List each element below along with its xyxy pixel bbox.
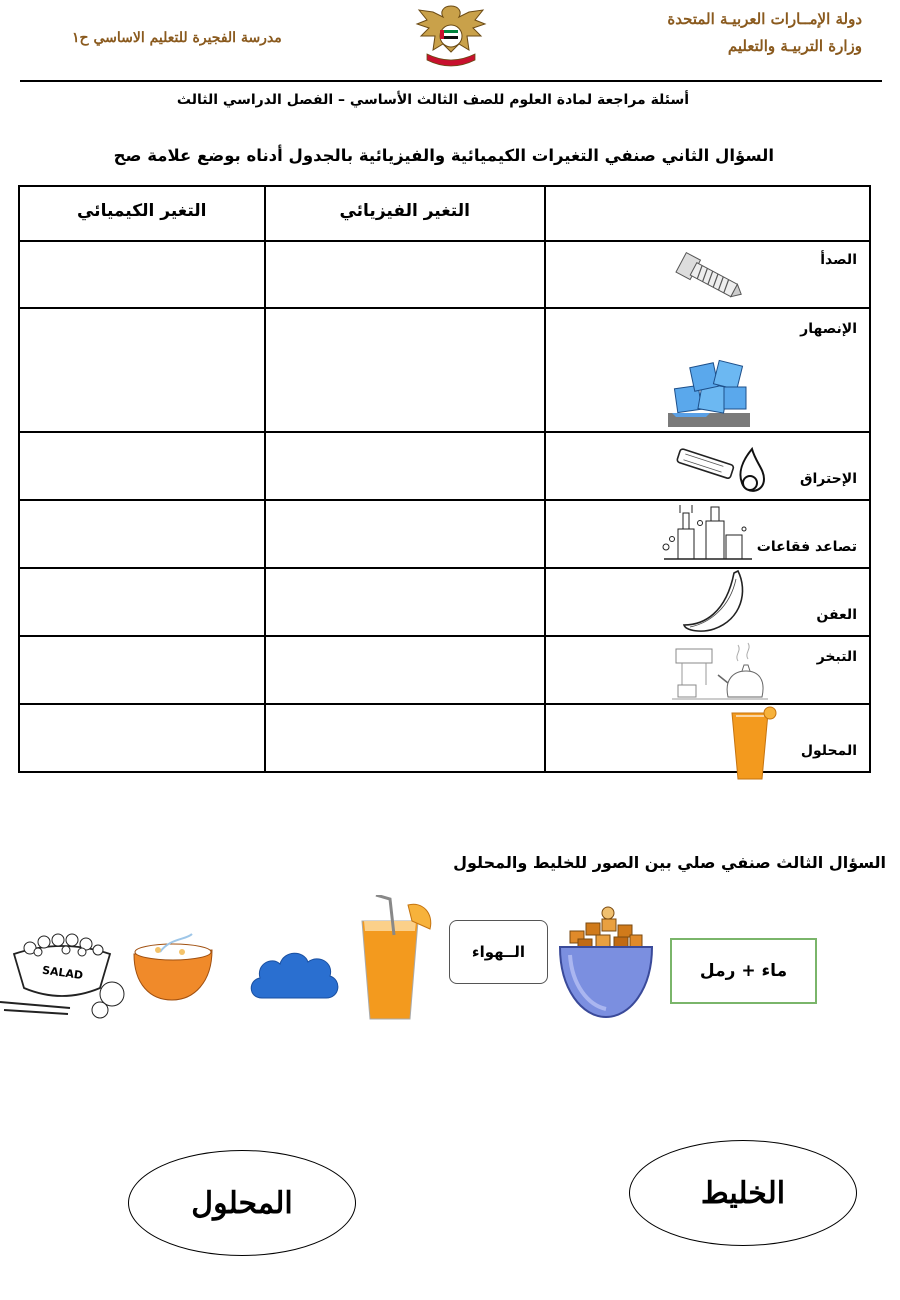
chemical-answer-cell[interactable] — [19, 636, 265, 704]
orange-juice-icon[interactable] — [356, 895, 436, 1025]
item-cell — [545, 500, 870, 568]
water-sand-card[interactable]: ماء + رمل — [670, 938, 817, 1004]
melting-ice-icon — [666, 357, 752, 431]
question3-title: السؤال الثالث صنفي صلي بين الصور للخليط والمحلول — [453, 853, 886, 872]
bottles-bubbles-icon — [656, 503, 756, 573]
physical-answer-cell[interactable] — [265, 432, 545, 500]
item-cell — [545, 704, 870, 772]
item-label: المحلول — [800, 743, 857, 759]
physical-answer-cell[interactable] — [265, 308, 545, 432]
chemical-answer-cell[interactable] — [19, 308, 265, 432]
physical-answer-cell[interactable] — [265, 568, 545, 636]
column-physical: التغير الفيزيائي — [265, 186, 545, 241]
chemical-answer-cell[interactable] — [19, 241, 265, 308]
header-divider — [20, 80, 882, 82]
item-cell — [545, 241, 870, 308]
chemical-answer-cell[interactable] — [19, 500, 265, 568]
mixed-nuts-bowl-icon[interactable] — [556, 905, 656, 1023]
salad-bowl-icon[interactable] — [0, 918, 126, 1030]
item-cell — [545, 308, 870, 432]
table-row — [19, 704, 870, 772]
worksheet-subtitle: أسئلة مراجعة لمادة العلوم للصف الثالث الأساسي – الفصل الدراسي الثالث — [176, 92, 690, 108]
cloud-icon[interactable] — [246, 940, 342, 1010]
table-row — [19, 241, 870, 308]
column-chemical: التغير الكيميائي — [19, 186, 265, 241]
physical-answer-cell[interactable] — [265, 704, 545, 772]
column-item — [545, 186, 870, 241]
header-right — [667, 6, 862, 60]
chemical-answer-cell[interactable] — [19, 568, 265, 636]
table-row — [19, 636, 870, 704]
table-header-row — [19, 186, 870, 241]
table-row — [19, 568, 870, 636]
classification-table — [18, 185, 871, 773]
physical-answer-cell[interactable] — [265, 241, 545, 308]
boiling-kettle-icon — [668, 639, 772, 705]
cereal-milk-bowl-icon[interactable] — [130, 930, 216, 1004]
item-cell — [545, 568, 870, 636]
physical-answer-cell[interactable] — [265, 636, 545, 704]
mixture-oval[interactable]: الخليط — [629, 1140, 857, 1246]
chemical-answer-cell[interactable] — [19, 432, 265, 500]
school-name: مدرسة الفجيرة للتعليم الاساسي ح١ — [72, 30, 282, 46]
item-label: الإنصهار — [800, 321, 857, 337]
solution-oval[interactable]: المحلول — [128, 1150, 356, 1256]
ministry-name: وزارة التربيـة والتعليم — [727, 37, 862, 55]
item-cell — [545, 432, 870, 500]
item-label: التبخر — [816, 649, 857, 665]
rusty-screw-icon — [670, 248, 748, 304]
juice-glass-icon — [726, 705, 784, 781]
item-label: تصاعد فقاعات — [756, 539, 857, 555]
table-row — [19, 432, 870, 500]
air-card[interactable]: الــهواء — [449, 920, 548, 984]
burning-match-icon — [672, 443, 768, 499]
table-row — [19, 500, 870, 568]
table-row — [19, 308, 870, 432]
banana-icon — [676, 569, 752, 635]
item-label: العفن — [816, 607, 857, 623]
country-name: دولة الإمــارات العربيـة المتحدة — [667, 10, 862, 28]
question2-title: السؤال الثاني صنفي التغيرات الكيميائية والفيزيائية بالجدول أدناه بوضع علامة صح — [113, 146, 774, 165]
physical-answer-cell[interactable] — [265, 500, 545, 568]
item-label: الإحتراق — [799, 471, 857, 487]
salad-text: SALAD — [41, 963, 84, 983]
item-cell — [545, 636, 870, 704]
item-label: الصدأ — [820, 252, 857, 268]
chemical-answer-cell[interactable] — [19, 704, 265, 772]
uae-emblem-icon — [413, 2, 489, 76]
